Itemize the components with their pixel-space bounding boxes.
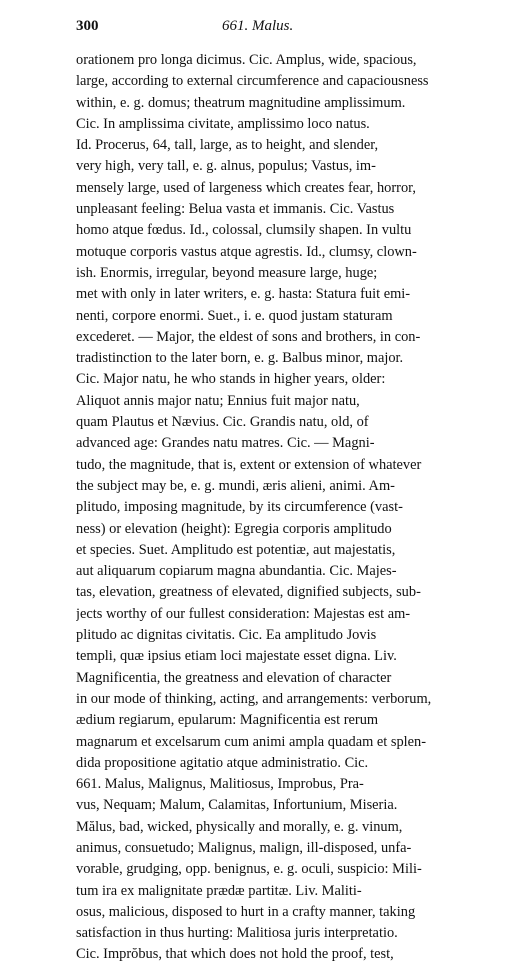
text-line: animus, consuetudo; Malignus, malign, ill-disposed, unfa- [76,839,412,856]
text-line: ish. Enormis, irregular, beyond measure large, huge; [76,264,378,281]
text-line: quam Plautus et Nævius. Cic. Grandis natu, old, of [76,414,369,431]
text-line: vorable, grudging, opp. benignus, e. g. oculi, suspicio: Mili- [76,861,422,878]
text-line: motuque corporis vastus atque agrestis. Id., clumsy, clown- [76,243,417,260]
text-line: within, e. g. domus; theatrum magnitudine amplissimum. [76,94,406,111]
text-line: Cic. Major natu, he who stands in higher years, older: [76,371,386,388]
text-line: unpleasant feeling: Belua vasta et immanis. Cic. Vastus [76,201,395,218]
text-line: 661. Malus, Malignus, Malitiosus, Improbus, Pra- [76,776,364,793]
text-line: vus, Nequam; Malum, Calamitas, Infortunium, Miseria. [76,797,398,814]
text-line: orationem pro longa dicimus. Cic. Amplus, wide, spacious, [76,52,417,68]
text-line: templi, quæ ipsius etiam loci majestate esset digna. Liv. [76,648,397,665]
text-line: Cic. Imprŏbus, that which does not hold the proof, test, [76,946,394,963]
text-line: osus, malicious, disposed to hurt in a crafty manner, taking [76,903,416,920]
text-line: met with only in later writers, e. g. hasta: Statura fuit emi- [76,286,411,303]
text-line: tradistinction to the later born, e. g. Balbus minor, major. [76,350,404,367]
text-line: tum ira ex malignitate prædæ partitæ. Liv. Maliti- [76,882,362,899]
text-line: et species. Suet. Amplitudo est potentiæ, aut majestatis, [76,541,396,558]
text-line: mensely large, used of largeness which creates fear, horror, [76,179,416,196]
text-line: dida propositione agitatio atque administratio. Cic. [76,754,369,771]
text-line: plitudo, imposing magnitude, by its circumference (vast- [76,499,403,516]
text-line: tudo, the magnitude, that is, extent or extension of whatever [76,456,422,473]
text-line: satisfaction in thus hurting: Malitiosa juris interpretatio. [76,925,398,942]
text-line: advanced age: Grandes natu matres. Cic. — Magni- [76,435,375,452]
running-head: 661. Malus. [222,18,294,34]
text-line: ædium regiarum, epularum: Magnificentia est rerum [76,712,379,729]
text-line: in our mode of thinking, acting, and arrangements: verborum, [76,690,432,707]
text-line: Aliquot annis major natu; Ennius fuit major natu, [76,392,360,409]
text-line: magnarum et excelsarum cum animi ampla quadam et splen- [76,733,427,750]
page-header [76,18,460,40]
text-line: very high, very tall, e. g. alnus, populus; Vastus, im- [76,158,376,175]
text-line: the subject may be, e. g. mundi, æris alieni, animi. Am- [76,477,395,494]
text-line: Cic. In amplissima civitate, amplissimo loco natus. [76,115,370,132]
text-line: ness) or elevation (height): Egregia corporis amplitudo [76,520,392,537]
text-line: Id. Procerus, 64, tall, large, as to height, and slender, [76,137,379,154]
text-line: excederet. — Major, the eldest of sons and brothers, in con- [76,328,421,345]
body-text [76,50,460,966]
text-line: Mălus, bad, wicked, physically and morally, e. g. vinum, [76,818,403,835]
text-line: plitudo ac dignitas civitatis. Cic. Ea amplitudo Jovis [76,627,377,644]
text-line: Magnificentia, the greatness and elevation of character [76,669,392,686]
text-line: nenti, corpore enormi. Suet., i. e. quod justam staturam [76,307,393,324]
text-line: homo atque fœdus. Id., colossal, clumsily shapen. In vultu [76,222,412,239]
text-line: large, according to external circumference and capaciousness [76,73,429,90]
page-number: 300 [76,18,99,34]
text-line: jects worthy of our fullest consideration: Majestas est am- [76,605,411,622]
text-line: tas, elevation, greatness of elevated, dignified subjects, sub- [76,584,421,601]
text-line: aut aliquarum copiarum magna abundantia. Cic. Majes- [76,563,397,580]
